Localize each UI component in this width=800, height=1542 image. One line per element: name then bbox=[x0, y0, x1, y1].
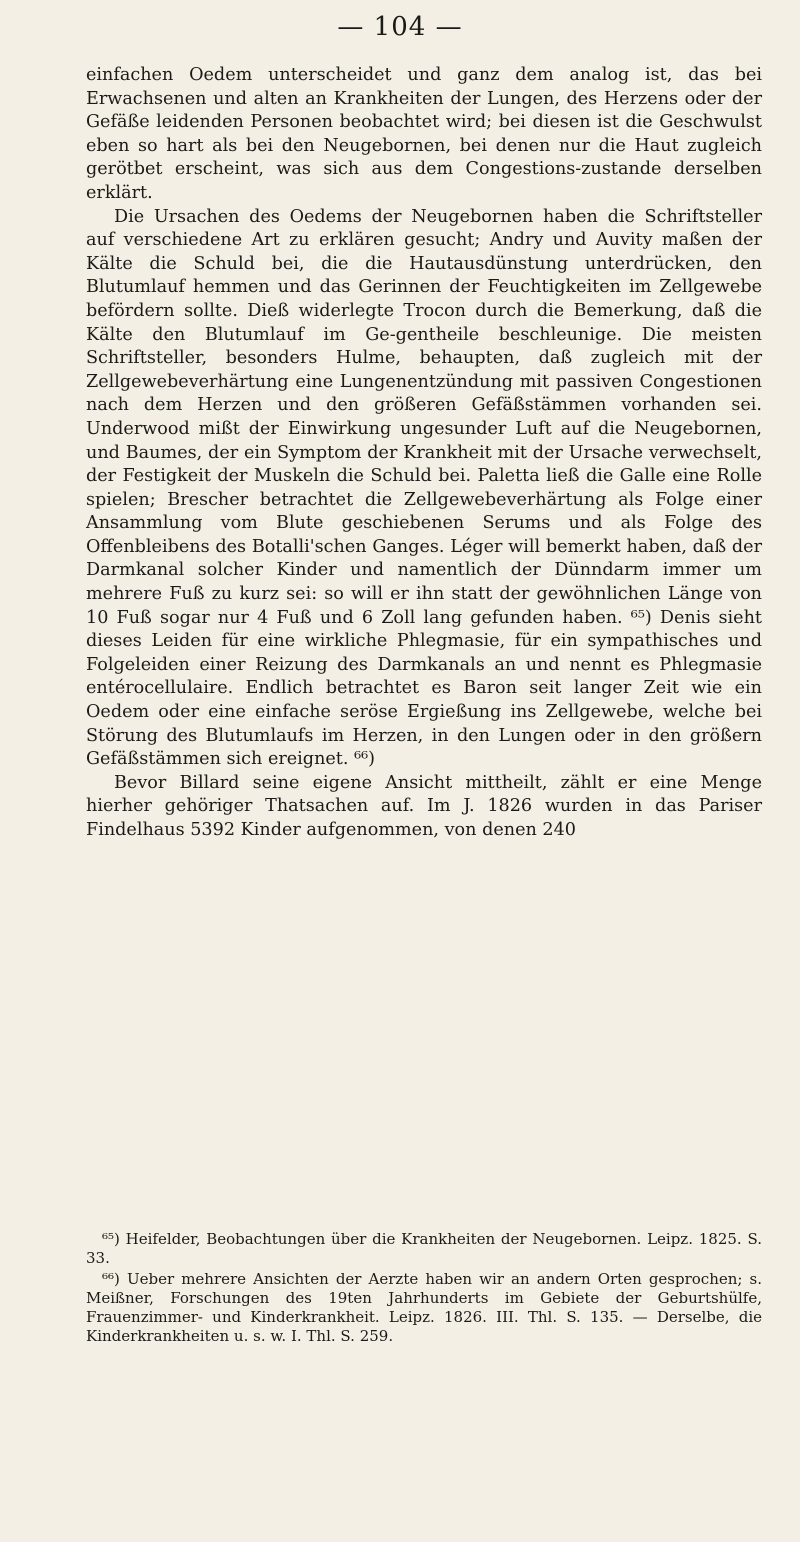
footnote-65: ⁶⁵) Heifelder, Beobachtungen über die Krankheiten der Neugebornen. Leipz. 1825. S. 33. bbox=[86, 1230, 762, 1267]
paragraph-causes: Die Ursachen des Oedems der Neugebornen haben die Schriftsteller auf verschiedene Art zu erklären gesucht; Andry und Auvity maßen der Kälte die Schuld bei, die die Hautausdünstung unterdrücken, den Blutumlauf hemmen und das Gerinnen der Feuchtigkeiten im Zellgewebe befördern sollte. Dieß widerlegte Trocon durch die Bemerkung, daß die Kälte den Blutumlauf im Ge-gentheile beschleunige. Die meisten Schriftsteller, besonders Hulme, behaupten, daß zugleich mit der Zellgewebeverhärtung eine Lungenentzündung mit passiven Congestionen nach dem Herzen und den größeren Gefäßstämmen vorhanden sei. Underwood mißt der Einwirkung ungesunder Luft auf die Neugebornen, und Baumes, der ein Symptom der Krankheit mit der Ursache verwechselt, der Festigkeit der Muskeln die Schuld bei. Paletta ließ die Galle eine Rolle spielen; Brescher betrachtet die Zellgewebeverhärtung als Folge einer Ansammlung vom Blute geschiebenen Serums und als Folge des Offenbleibens des Botalli'schen Ganges. Léger will bemerkt haben, daß der Darmkanal solcher Kinder und namentlich der Dünndarm immer um mehrere Fuß zu kurz sei: so will er ihn statt der gewöhnlichen Länge von 10 Fuß sogar nur 4 Fuß und 6 Zoll lang gefunden haben. ⁶⁵) Denis sieht dieses Leiden für eine wirkliche Phlegmasie, für ein sympathisches und Folgeleiden einer Reizung des Darmkanals an und nennt es Phlegmasie entérocellulaire. Endlich betrachtet es Baron seit langer Zeit wie ein Oedem oder eine einfache seröse Ergießung ins Zellgewebe, welche bei Störung des Blutumlaufs im Herzen, in den Lungen oder in den größern Gefäßstämmen sich ereignet. ⁶⁶) bbox=[86, 206, 762, 770]
paragraph-continuation: einfachen Oedem unterscheidet und ganz dem analog ist, das bei Erwachsenen und alten an Krankheiten der Lungen, des Herzens oder der Gefäße leidenden Personen beobachtet wird; bei diesen ist die Geschwulst eben so hart als bei den Neugebornen, bei denen nur die Haut zugleich gerötbet erscheint, was sich aus dem Congestions-zustande derselben erklärt. bbox=[86, 65, 762, 203]
footnotes bbox=[86, 1230, 762, 1348]
footnote-66: ⁶⁶) Ueber mehrere Ansichten der Aerzte haben wir an andern Orten gesprochen; s. Meißner, Forschungen des 19ten Jahrhunderts im Gebiete der Geburtshülfe, Frauenzimmer- und Kinderkrankheit. Leipz. 1826. III. Thl. S. 135. — Derselbe, die Kinderkrankheiten u. s. w. I. Thl. S. 259. bbox=[86, 1270, 762, 1345]
paragraph-billard: Bevor Billard seine eigene Ansicht mittheilt, zählt er eine Menge hierher gehöriger Thatsachen auf. Im J. 1826 wurden in das Pariser Findelhaus 5392 Kinder aufgenommen, von denen 240 bbox=[86, 772, 762, 840]
main-text bbox=[86, 64, 762, 843]
page-number: — 104 — bbox=[337, 12, 463, 42]
